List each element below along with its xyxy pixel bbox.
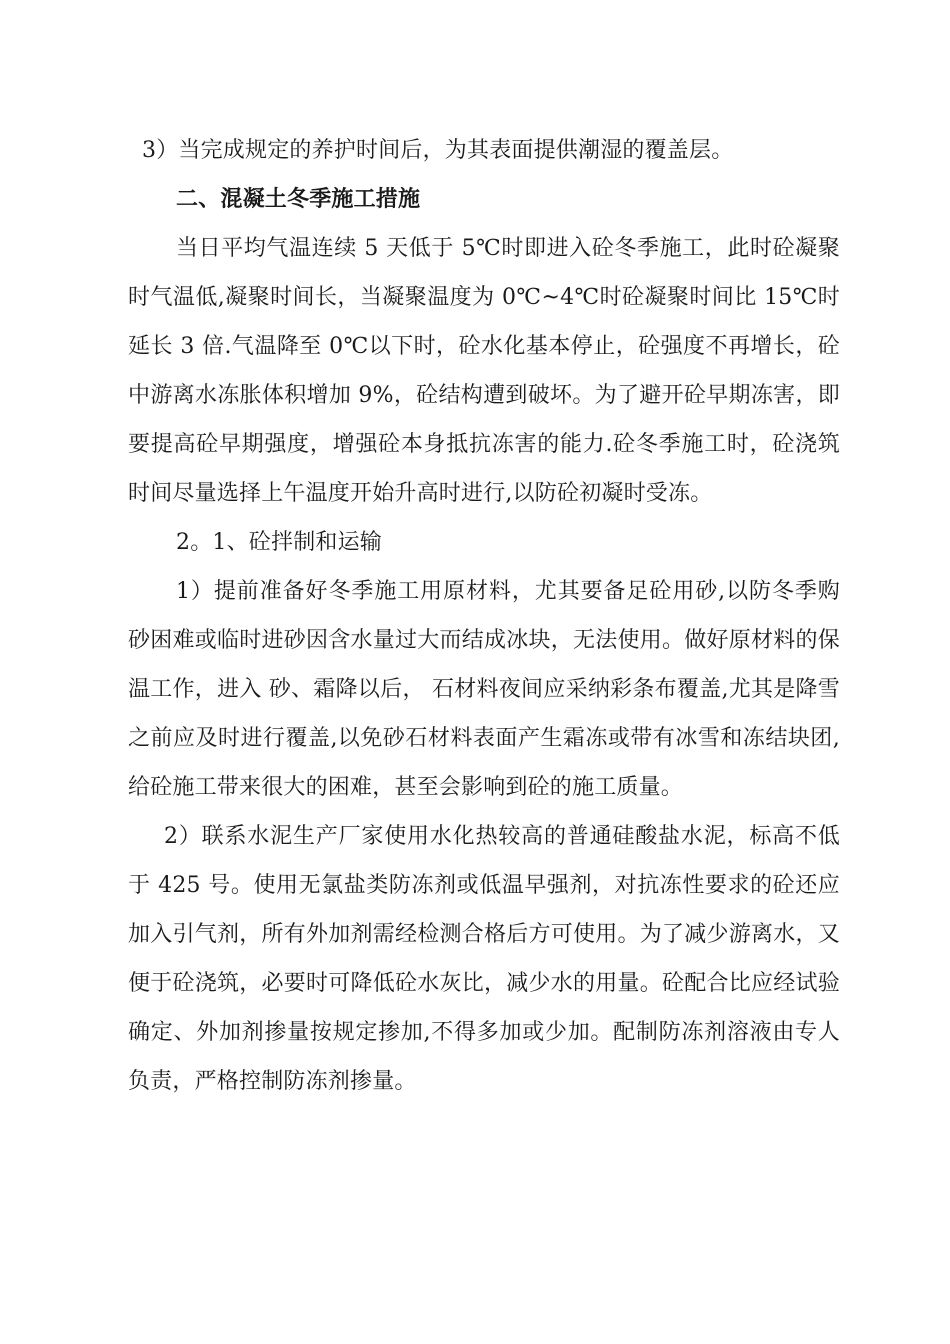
subsection-heading-mixing-transport: 2。1、砼拌制和运输 [176, 530, 382, 555]
paragraph-winter-intro: 当日平均气温连续 5 天低于 5℃时即进入砼冬季施工，此时砼凝聚时气温低,凝聚时间长，当凝聚温度为 0℃~4℃时砼凝聚时间比 15℃时延长 3 倍.气温降至 0℃以下时，砼水化基本停止，砼强度不再增长，砼中游离水冻胀体积增加 9%，砼结构遭到破坏。为了避开砼早期冻害，即要提高砼早期强度，增强砼本身抵抗冻害的能力.砼冬季施工时，砼浇筑时间尽量选择上午温度开始升高时进行,以防砼初凝时受冻。 [128, 236, 840, 506]
paragraph-cement-admixture: 2）联系水泥生产厂家使用水化热较高的普通硅酸盐水泥，标高不低于 425 号。使用无氯盐类防冻剂或低温早强剂，对抗冻性要求的砼还应加入引气剂，所有外加剂需经检测合格后方可使用。为了减少游离水，又便于砼浇筑，必要时可降低砼水灰比，减少水的用量。砼配合比应经试验确定、外加剂掺量按规定掺加,不得多加或少加。配制防冻剂溶液由专人负责，严格控制防冻剂掺量。 [128, 824, 840, 1094]
paragraph-curing-cover: 3）当完成规定的养护时间后，为其表面提供潮湿的覆盖层。 [142, 138, 734, 163]
paragraph-raw-materials: 1）提前准备好冬季施工用原材料，尤其要备足砼用砂,以防冬季购砂困难或临时进砂因含水量过大而结成冰块，无法使用。做好原材料的保温工作，进入 砂、霜降以后， 石材料夜间应采纳彩条布覆盖,尤其是降雪之前应及时进行覆盖,以免砂石材料表面产生霜冻或带有冰雪和冻结块团,给砼施工带来很大的困难，甚至会影响到砼的施工质量。 [128, 579, 840, 800]
document-body [128, 126, 840, 1106]
section-heading-winter-construction: 二、混凝土冬季施工措施 [176, 186, 421, 212]
